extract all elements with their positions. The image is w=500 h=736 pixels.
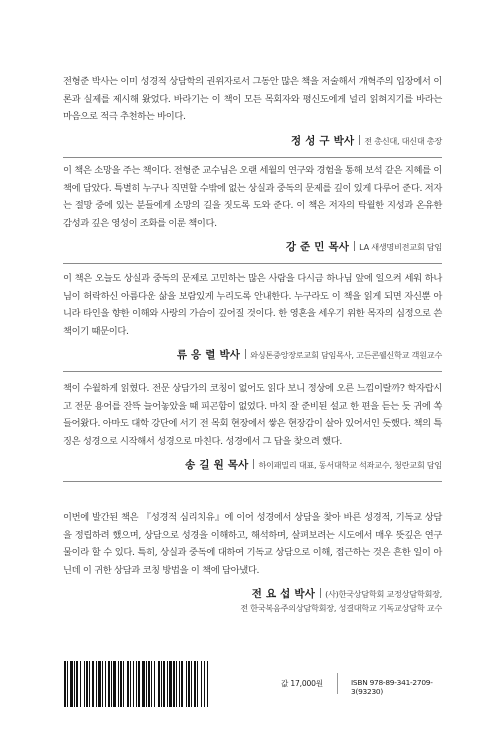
barcode-bar <box>133 661 134 707</box>
reviewer-role: 하이패밀리 대표, 동서대학교 석좌교수, 청란교회 담임 <box>258 460 442 471</box>
barcode-bar <box>194 661 196 707</box>
reviewer-name: 송 길 원 목사 <box>185 459 249 472</box>
barcode-bar <box>102 661 103 707</box>
reviewer-name: 정 성 구 박사 <box>291 134 355 147</box>
section-divider <box>63 481 442 482</box>
review-attribution <box>63 238 442 254</box>
barcode-bar <box>167 661 168 707</box>
reviewer-name: 전 요 섭 박사 <box>251 588 316 601</box>
barcode-bar <box>98 661 101 707</box>
barcode-bar <box>201 661 202 707</box>
barcode-area <box>63 661 443 707</box>
barcode-bar <box>118 661 119 707</box>
review-1 <box>63 73 442 168</box>
divider <box>337 673 338 694</box>
section-divider <box>63 263 442 264</box>
barcode-bar <box>70 661 73 707</box>
review-attribution <box>63 346 442 362</box>
barcode-bar <box>163 661 165 707</box>
barcode-bar <box>158 661 160 707</box>
barcode-bar <box>146 661 147 707</box>
reviewer-role: 전 총신대, 대신대 총장 <box>364 135 442 146</box>
review-attribution <box>63 585 442 615</box>
review-text: 이 책은 소망을 주는 책이다. 전형준 교수님은 오랜 세월의 연구와 경험을 통해 보석 같은 지혜를 이 책에 담았다. 특별히 누구나 직면할 수밖에 없는 상실과 중독의 문제를 깊이 있게 다루어 준다. 저자는 절망 중에 있는 분들에게 소망의 길을 짓도록 도와 준다. 이 책은 저자의 탁월한 지성과 온유한 감성과 깊은 영성이 조화를 이룬 책이다. <box>63 165 442 229</box>
review-attribution <box>63 456 442 472</box>
review-4 <box>63 380 442 492</box>
barcode-bar <box>148 661 150 707</box>
barcode-bar <box>169 661 172 707</box>
barcode-bar <box>84 661 85 707</box>
barcode-bar <box>108 661 110 707</box>
review-text: 전형준 박사는 이미 성경적 상담학의 권위자로서 그동안 많은 책을 저술해서 개혁주의 입장에서 이론과 실제를 제시해 왔었다. 바라기는 이 책이 모든 목회자와 평신도에게 널리 읽혀지기를 바라는 마음으로 적극 추천하는 바이다. <box>63 76 442 123</box>
barcode-bar <box>179 661 180 707</box>
barcode-bar <box>151 661 152 707</box>
barcode-bar <box>181 661 183 707</box>
barcode-bar <box>197 661 198 707</box>
section-divider <box>63 371 442 372</box>
barcode-bar <box>142 661 145 707</box>
barcode-bar <box>207 661 208 707</box>
reviewer-role: 와싱톤중앙장로교회 담임목사, 고든콘웰신학교 객원교수 <box>250 350 442 361</box>
isbn: ISBN 978-89-341-2709-3(93230) <box>351 678 433 696</box>
barcode-bar <box>120 661 122 707</box>
divider <box>245 349 246 359</box>
barcode <box>63 661 266 707</box>
barcode-bar <box>191 661 192 707</box>
barcode-bar <box>96 661 97 707</box>
barcode-bar <box>127 661 129 707</box>
barcode-bar <box>136 661 137 707</box>
review-text: 이 책은 오늘도 상실과 중독의 문제로 고민하는 많은 사람을 다시금 하나님 앞에 일으켜 세워 하나님이 허락하신 아름다운 삶을 보람있게 누리도록 안내한다. 누구라도 이 책을 읽게 되면 자신뿐 아니라 타인을 향한 이해와 사랑의 가슴이 깊어질 것이다. 한 영혼을 세우기 위한 목자의 심정으로 쓴 책이기 때문이다. <box>63 273 442 337</box>
barcode-bar <box>113 661 116 707</box>
barcode-bar <box>86 661 88 707</box>
reviewer-name: 류 응 렬 박사 <box>176 349 241 362</box>
divider <box>354 241 355 251</box>
barcode-bar <box>111 661 112 707</box>
barcode-bar <box>186 661 187 707</box>
divider <box>359 135 360 145</box>
barcode-bar <box>173 661 175 707</box>
barcode-bar <box>92 661 94 707</box>
barcode-bar <box>161 661 162 707</box>
reviewer-name: 강 준 민 목사 <box>285 241 350 254</box>
section-divider <box>63 157 442 158</box>
barcode-bar <box>188 661 190 707</box>
barcode-bar <box>76 661 78 707</box>
barcode-bar <box>105 661 106 707</box>
barcode-bar <box>64 661 66 707</box>
barcode-bar <box>80 661 81 707</box>
reviewer-role: LA 새생명비전교회 담임 <box>359 242 442 253</box>
review-attribution <box>63 132 442 148</box>
barcode-bar <box>67 661 68 707</box>
barcode-bar <box>130 661 131 707</box>
review-3 <box>63 270 442 382</box>
price: 값 17,000원 <box>281 679 323 688</box>
barcode-bar <box>204 661 205 707</box>
review-text: 이번에 발간된 책은 『성경적 심리치유』에 이어 성경에서 상담을 찾아 바른 성경적, 기독교 상담을 정립하려 했으며, 상담으로 성경을 이해하고, 해석하며, 살펴보려는 시도에서 매우 뜻깊은 연구물이라 할 수 있다. 특히, 상실과 중독에 대하여 기독교 상담으로 이해, 접근하는 것은 흔한 일이 아닌데 이 귀한 상담과 코칭 방법을 이 책에 담아냈다. <box>63 512 442 576</box>
barcode-bar <box>154 661 155 707</box>
barcode-bar <box>123 661 124 707</box>
barcode-bar <box>176 661 177 707</box>
review-5 <box>63 509 442 615</box>
reviewer-role: (사)한국상담학회 교정상담학회장, <box>325 589 442 600</box>
barcode-bar <box>89 661 90 707</box>
barcode-bar <box>138 661 140 707</box>
barcode-bar <box>74 661 75 707</box>
divider <box>320 588 321 598</box>
reviewer-role-line-2: 전 한국복음주의상담학회장, 성결대학교 기독교상담학 교수 <box>240 603 442 614</box>
divider <box>253 459 254 469</box>
review-2 <box>63 162 442 274</box>
review-text: 책이 수월하게 읽혔다. 전문 상담가의 코칭이 없어도 읽다 보니 정상에 오른 느낌이랄까? 학자랍시고 전문 용어를 잔뜩 늘어놓았을 때 피곤함이 없었다. 마치 잘 준비된 설교 한 편을 듣는 듯 귀에 쏙 들어왔다. 아마도 대학 강단에 서기 전 목회 현장에서 쌓은 현장감이 살아 있어서인 듯했다. 책의 특징은 성경으로 시작해서 성경으로 마친다. 성경에서 그 답을 찾으려 했다. <box>63 383 442 447</box>
